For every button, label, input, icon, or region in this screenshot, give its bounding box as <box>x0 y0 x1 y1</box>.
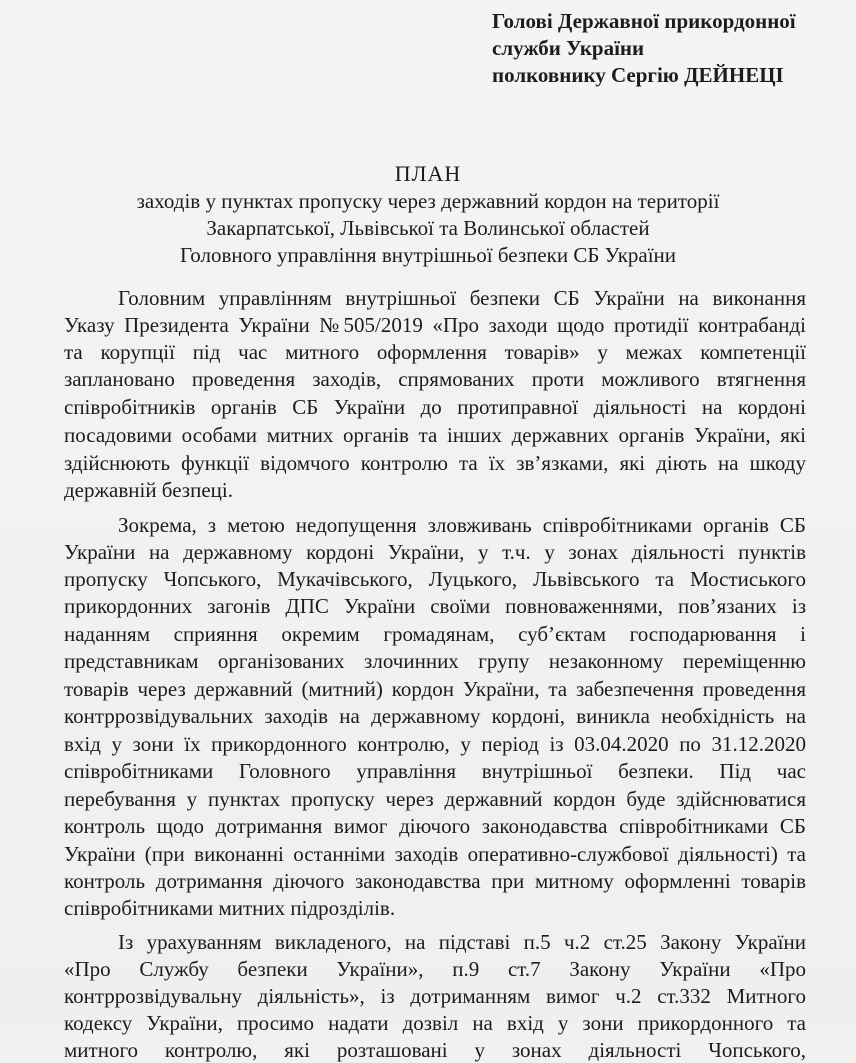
body-line: здійснюють функції відомчого контролю та їх зв’язками, які діють на шкоду <box>64 451 806 475</box>
body-line: контррозвідувальну діяльність», із дотриманням вимог ч.2 ст.332 Митного <box>64 984 806 1008</box>
body-line: співробітників органів СБ України до протиправної діяльності на кордоні <box>64 395 806 419</box>
body-line: посадовими особами митних органів та інших державних органів України, які <box>64 423 806 447</box>
body-line: співробітниками митних підрозділів. <box>64 896 396 920</box>
body-line: «Про Службу безпеки України», п.9 ст.7 Закону України «Про <box>64 957 806 981</box>
body-line: Указу Президента України №505/2019 «Про заходи щодо протидії контрабанді <box>64 313 806 337</box>
body-line: товарів через державний (митний) кордон України, та забезпечення проведення <box>64 677 806 701</box>
addressee-line: служби України <box>492 36 645 60</box>
body-line: контроль щодо дотримання вимог діючого законодавства співробітниками СБ <box>64 814 806 838</box>
body-line: співробітниками Головного управління внутрішньої безпеки. Під час <box>64 759 806 783</box>
addressee-line: полковнику Сергію ДЕЙНЕЦІ <box>492 63 784 87</box>
body-line: вхід у зони їх прикордонного контролю, у період із 03.04.2020 по 31.12.2020 <box>64 732 806 756</box>
addressee-block <box>492 8 796 89</box>
body-line: прикордонних загонів ДПС України своїми повноваженнями, пов’язаних із <box>64 594 806 618</box>
body-line: Із урахуванням викладеного, на підставі п.5 ч.2 ст.25 Закону України <box>118 930 806 954</box>
body-line: перебування у пунктах пропуску через державний кордон буде здійснюватися <box>64 787 806 811</box>
title-line: заходів у пунктах пропуску через державний кордон на території <box>136 189 720 213</box>
body-line: контроль дотримання діючого законодавства при митному оформленні товарів <box>64 869 806 893</box>
document-title <box>0 160 856 269</box>
body-line: митного контролю, які розташовані у зонах діяльності Чопського, <box>64 1038 806 1062</box>
title-line: Головного управління внутрішньої безпеки СБ України <box>179 243 677 267</box>
title-main: ПЛАН <box>394 161 462 186</box>
body-line: України на державному кордоні України, у т.ч. у зонах діяльності пунктів <box>64 540 806 564</box>
body-line: пропуску Чопського, Мукачівського, Луцького, Львівського та Мостиського <box>64 567 806 591</box>
body-line: кодексу України, просимо надати дозвіл на вхід у зони прикордонного та <box>64 1011 806 1035</box>
body-line: державній безпеці. <box>64 478 233 502</box>
body-line: та корупції під час митного оформлення товарів» у межах компетенції <box>64 340 806 364</box>
body-line: заплановано проведення заходів, спрямованих проти можливого втягнення <box>64 367 806 391</box>
title-line: Закарпатської, Львівської та Волинської областей <box>206 216 650 240</box>
body-line: контррозвідувальних заходів на державному кордоні, виникла необхідність на <box>64 704 806 728</box>
addressee-line: Голові Державної прикордонної <box>492 9 796 33</box>
body-line: України (при виконанні останніми заходів оперативно-службової діяльності) та <box>64 842 806 866</box>
body-line: Головним управлінням внутрішньої безпеки СБ України на виконання <box>118 286 806 310</box>
body-line: наданням сприяння окремим громадянам, суб’єктам господарювання і <box>64 622 806 646</box>
body-line: Зокрема, з метою недопущення зловживань співробітниками органів СБ <box>118 513 806 537</box>
body-line: представникам організованих злочинних групу незаконному переміщенню <box>64 649 806 673</box>
